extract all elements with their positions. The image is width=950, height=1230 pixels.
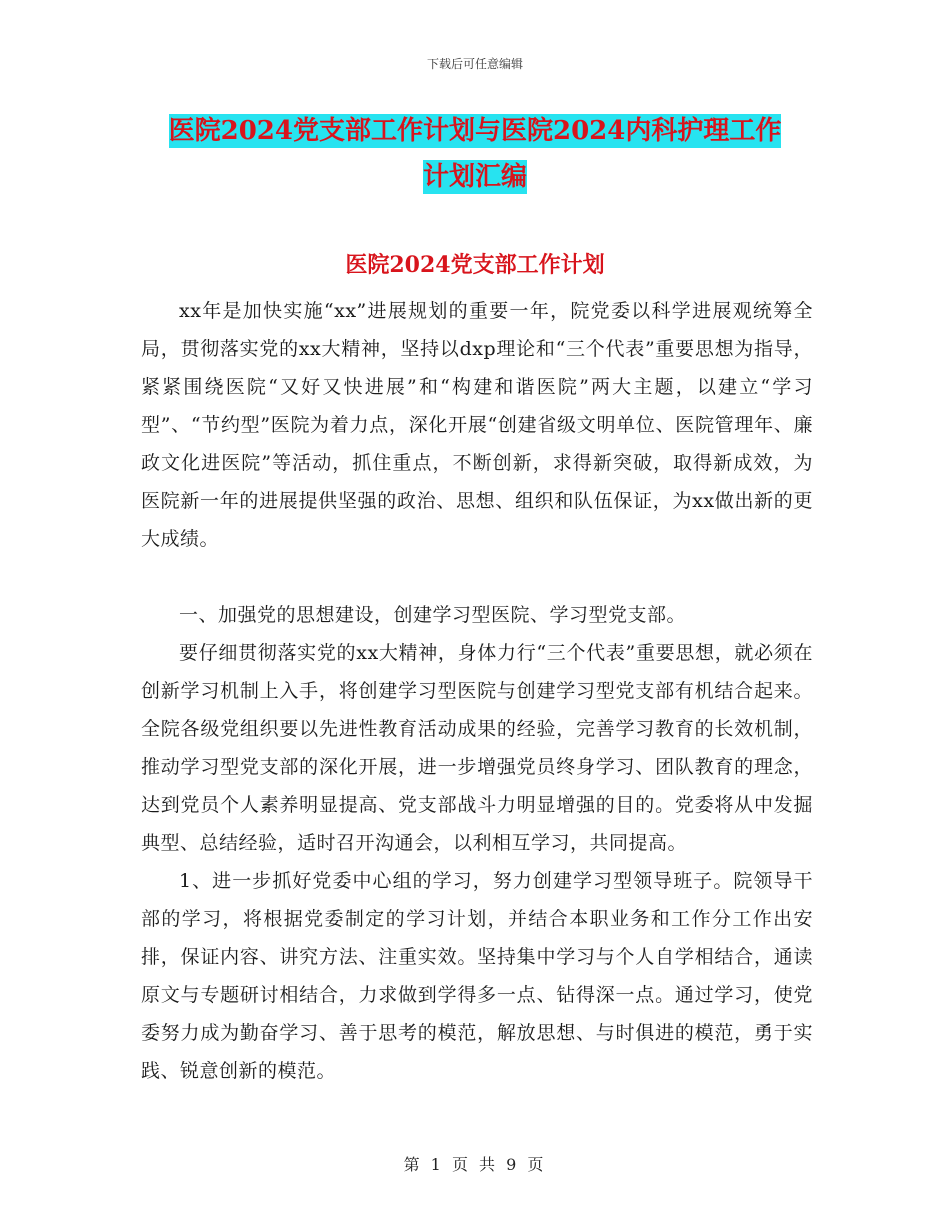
paragraph-3: 1、进一步抓好党委中心组的学习，努力创建学习型领导班子。院领导干部的学习，将根据党委制定的学习计划，并结合本职业务和工作分工作出安排，保证内容、讲究方法、注重实效。坚持集中学习与个人自学相结合，通读原文与专题研讨相结合，力求做到学得多一点、钻得深一点。通过学习，使党委努力成为勤奋学习、善于思考的模范，解放思想、与时俱进的模范，勇于实践、锐意创新的模范。 [141, 870, 813, 1082]
paragraph-heading-1: 一、加强党的思想建设，创建学习型医院、学习型党支部。 [179, 604, 687, 626]
paragraph-intro: xx年是加快实施“xx”进展规划的重要一年，院党委以科学进展观统筹全局，贯彻落实党的xx大精神，坚持以dxp理论和“三个代表”重要思想为指导，紧紧围绕医院“又好又快进展”和“构建和谐医院”两大主题，以建立“学习型”、“节约型”医院为着力点，深化开展“创建省级文明单位、医院管理年、廉政文化进医院”等活动，抓住重点，不断创新，求得新突破，取得新成效，为医院新一年的进展提供坚强的政治、思想、组织和队伍保证，为xx做出新的更大成绩。 [141, 300, 813, 550]
title-line-1: 医院2024党支部工作计划与医院2024内科护理工作 [168, 116, 782, 146]
document-title [100, 108, 850, 200]
paragraph-2: 要仔细贯彻落实党的xx大精神，身体力行“三个代表”重要思想，就必须在创新学习机制上入手，将创建学习型医院与创建学习型党支部有机结合起来。全院各级党组织要以先进性教育活动成果的经验，完善学习教育的长效机制，推动学习型党支部的深化开展，进一步增强党员终身学习、团队教育的理念，达到党员个人素养明显提高、党支部战斗力明显增强的目的。党委将从中发掘典型、总结经验，适时召开沟通会，以利相互学习，共同提高。 [141, 642, 813, 854]
header-note: 下载后可任意编辑 [426, 57, 523, 71]
page-footer: 第 1 页 共 9 页 [403, 1155, 547, 1174]
paragraph-spacer [141, 558, 813, 596]
title-line-2: 计划汇编 [422, 162, 527, 192]
document-body [141, 292, 813, 1090]
section-title: 医院2024党支部工作计划 [345, 252, 605, 278]
